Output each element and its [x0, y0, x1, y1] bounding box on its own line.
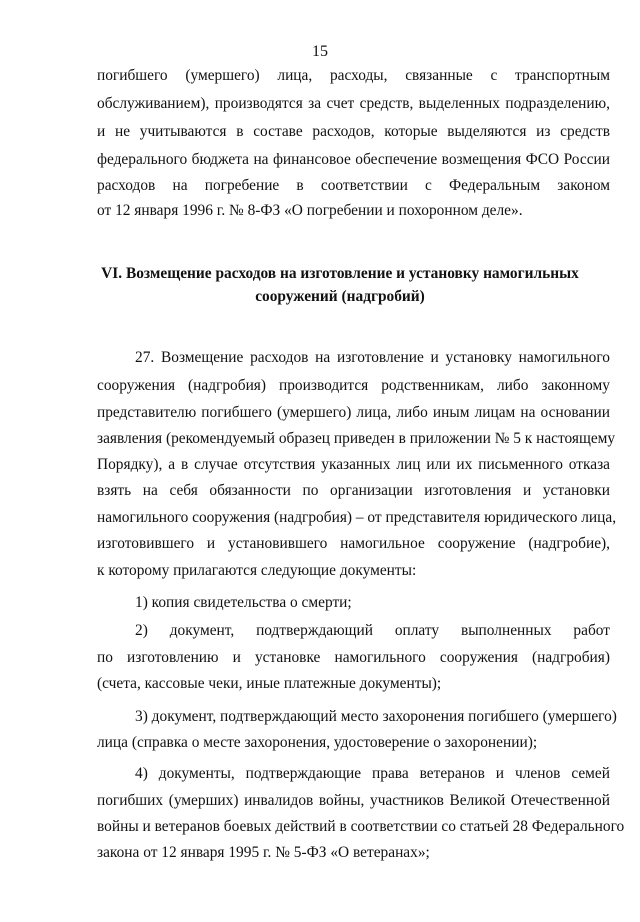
text-line: (счета, кассовые чеки, иные платежные документы);: [97, 675, 442, 692]
list-item: 3) документ, подтверждающий место захоронения погибшего (умершего): [135, 708, 617, 725]
section-heading-line-1: VI. Возмещение расходов на изготовление и установку намогильных: [101, 265, 579, 282]
text-line: взять на себя обязанности по организации изготовления и установки: [97, 482, 610, 499]
text-line: сооружения (надгробия) производится родственникам, либо законному: [97, 377, 610, 394]
list-item: 4) документы, подтверждающие права ветеранов и членов семей: [135, 765, 610, 782]
text-line: погибших (умерших) инвалидов войны, участников Великой Отечественной: [97, 792, 610, 809]
text-line: намогильного сооружения (надгробия) – от представителя юридического лица,: [97, 509, 617, 526]
text-line: обслуживанием), производятся за счет средств, выделенных подразделению,: [97, 95, 610, 112]
text-line: погибшего (умершего) лица, расходы, связанные с транспортным: [97, 67, 610, 84]
text-line: от 12 января 1996 г. № 8-ФЗ «О погребении и похоронном деле».: [97, 202, 523, 219]
list-item: 2) документ, подтверждающий оплату выполненных работ: [135, 622, 610, 639]
text-line: представителю погибшего (умершего) лица, либо иным лицам на основании: [97, 404, 610, 421]
text-line: лица (справка о месте захоронения, удостоверение о захоронении);: [97, 734, 538, 751]
text-line: и не учитываются в составе расходов, которые выделяются из средств: [97, 123, 610, 140]
page-number: 15: [312, 43, 328, 60]
text-line: расходов на погребение в соответствии с Федеральным законом: [97, 177, 610, 194]
text-line: заявления (рекомендуемый образец приведен в приложении № 5 к настоящему: [97, 430, 616, 447]
section-heading-line-2: сооружений (надгробий): [255, 288, 425, 305]
text-line: изготовившего и установившего намогильное сооружение (надгробие),: [97, 535, 610, 552]
list-item: 1) копия свидетельства о смерти;: [135, 594, 352, 611]
text-line: по изготовлению и установке намогильного сооружения (надгробия): [97, 649, 610, 666]
text-line: федерального бюджета на финансовое обеспечение возмещения ФСО России: [97, 151, 610, 168]
text-line: закона от 12 января 1995 г. № 5-ФЗ «О ветеранах»;: [97, 844, 430, 861]
text-line: к которому прилагаются следующие документы:: [97, 562, 417, 579]
text-line: 27. Возмещение расходов на изготовление и установку намогильного: [135, 349, 610, 366]
text-line: войны и ветеранов боевых действий в соответствии со статьей 28 Федерального: [97, 818, 625, 835]
text-line: Порядку), а в случае отсутствия указанных лиц или их письменного отказа: [97, 456, 610, 473]
